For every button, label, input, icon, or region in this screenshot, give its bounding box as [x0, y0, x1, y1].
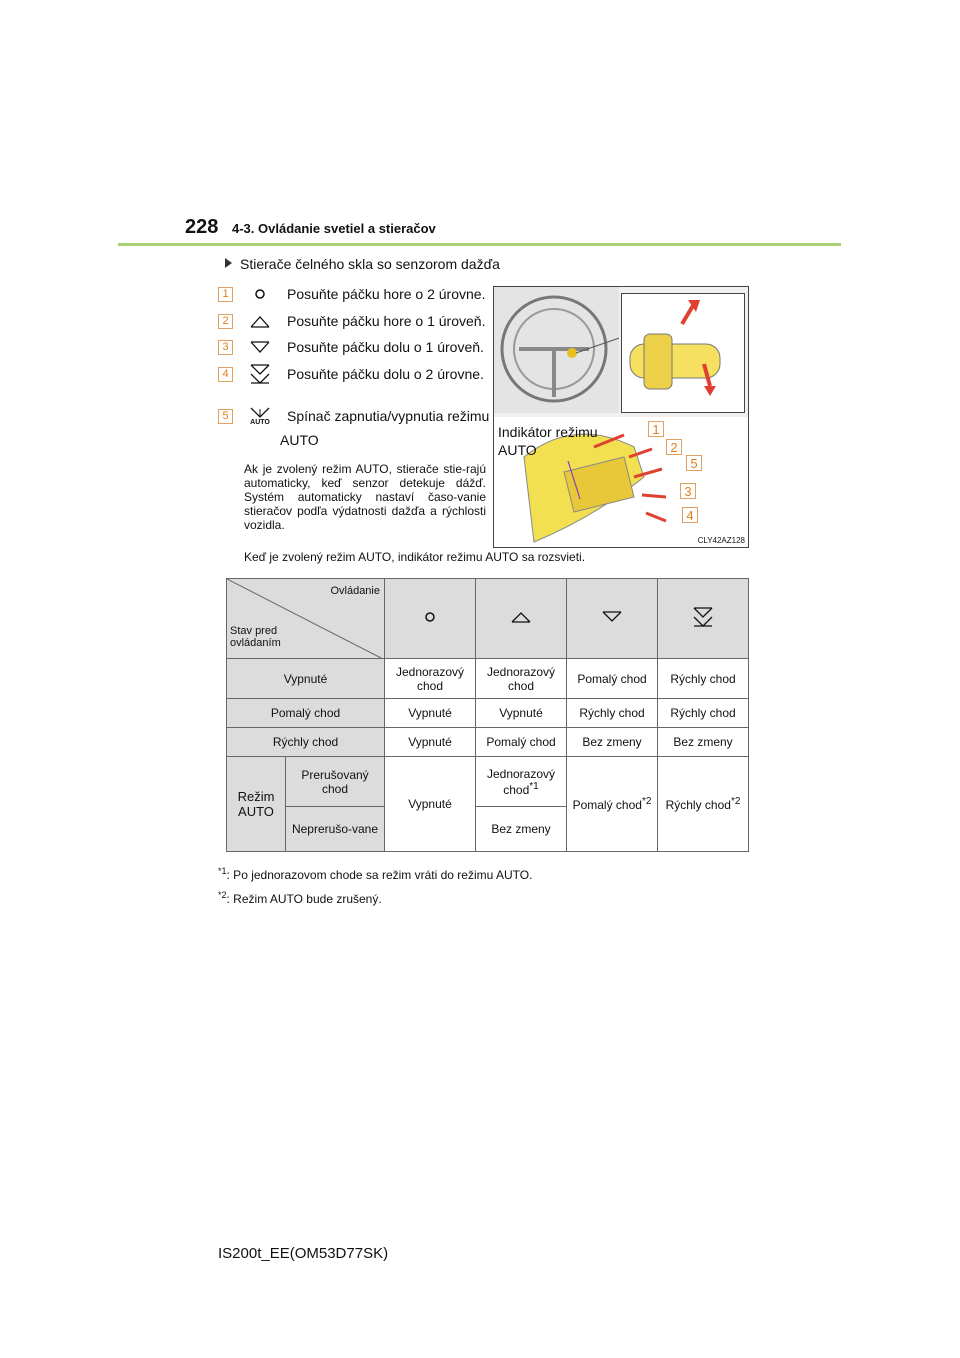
footnote-mark: *1 [218, 866, 227, 876]
footnote-2 [218, 890, 382, 906]
corner-bottom-line1: Stav pred [230, 625, 278, 637]
number-badge: 1 [218, 287, 233, 302]
footnote-mark: *2 [218, 890, 227, 900]
wiper-figure [493, 286, 749, 548]
corner-bottom-line2: ovládaním [230, 637, 281, 649]
cell: Pomalý chod [476, 728, 567, 757]
triangle-bullet-icon [225, 258, 232, 268]
chevron-down-icon [249, 337, 271, 357]
cell: Vypnuté [385, 699, 476, 728]
lever-inset [621, 293, 745, 413]
row-state: Pomalý chod [227, 699, 385, 728]
auto-mode-label: Režim AUTO [227, 757, 286, 852]
list-item [218, 284, 485, 304]
list-item [218, 404, 489, 428]
cell: Rýchly chod [567, 699, 658, 728]
cell [567, 757, 658, 852]
cell: Jednorazový chod [385, 659, 476, 699]
footnote-mark: *1 [529, 780, 539, 792]
operation-table [226, 578, 749, 852]
note: Keď je zvolený režim AUTO, indikátor režimu AUTO sa rozsvieti. [244, 550, 586, 564]
cell-text: Pomalý chod [572, 798, 642, 812]
corner-bottom [230, 625, 281, 649]
item-text: Posuňte páčku dolu o 2 úrovne. [287, 366, 484, 382]
cell [476, 757, 567, 807]
auto-sub-intermittent: Prerušovaný chod [286, 757, 385, 807]
table-row [227, 757, 749, 807]
cell-text: Rýchly chod [665, 798, 731, 812]
figure-number: 1 [648, 421, 664, 437]
auto-icon-label: AUTO [250, 419, 270, 426]
page-number: 228 [185, 216, 219, 238]
cell: Bez zmeny [476, 807, 567, 852]
subheading-text: Stierače čelného skla so senzorom dažďa [240, 256, 500, 272]
cell: Jednorazový chod [476, 659, 567, 699]
footnote-text: : Režim AUTO bude zrušený. [226, 892, 382, 906]
number-badge: 3 [218, 340, 233, 355]
row-state: Rýchly chod [227, 728, 385, 757]
col-chevron-up-icon [476, 579, 567, 659]
mist-icon [249, 284, 271, 304]
double-chevron-down-icon [249, 364, 271, 384]
list-item [218, 311, 485, 331]
item-text: Spínač zapnutia/vypnutia režimu [287, 408, 490, 424]
figure-label-line2: AUTO [498, 442, 537, 458]
footer-code: IS200t_EE(OM53D77SK) [218, 1245, 389, 1262]
footnote-mark: *2 [641, 796, 652, 807]
chevron-up-icon [249, 311, 271, 331]
description: Ak je zvolený režim AUTO, stierače stie-rajú automaticky, keď senzor detekuje dážď. Systém automaticky nastaví časo-vanie stieračov podľa výdatnosti dažďa a rýchlosti vozidla. [244, 462, 486, 532]
figure-number: 3 [680, 483, 696, 499]
figure-number: 5 [686, 455, 702, 471]
number-badge: 5 [218, 409, 233, 424]
figure-label [498, 423, 598, 459]
list-item [218, 364, 484, 384]
table-row [227, 659, 749, 699]
cell: Vypnuté [476, 699, 567, 728]
figure-number: 2 [666, 439, 682, 455]
item-text: Posuňte páčku hore o 2 úrovne. [287, 286, 486, 302]
cell: Bez zmeny [567, 728, 658, 757]
number-badge: 4 [218, 367, 233, 382]
cell: Bez zmeny [658, 728, 749, 757]
row-state: Vypnuté [227, 659, 385, 699]
figure-code: CLY42AZ128 [697, 536, 745, 545]
item-text: Posuňte páčku hore o 1 úroveň. [287, 313, 486, 329]
header-rule [118, 243, 841, 246]
item-text-continued: AUTO [280, 432, 319, 448]
section-title: 4-3. Ovládanie svetiel a stieračov [232, 221, 436, 236]
footnote-1 [218, 866, 532, 882]
auto-wiper-icon [249, 404, 271, 428]
cell: Rýchly chod [658, 659, 749, 699]
item-text: Posuňte páčku dolu o 1 úroveň. [287, 339, 484, 355]
auto-sub-continuous: Neprerušo-vane [286, 807, 385, 852]
col-double-chevron-down-icon [658, 579, 749, 659]
table-corner [227, 579, 385, 659]
cell: Rýchly chod [658, 699, 749, 728]
cell: Vypnuté [385, 728, 476, 757]
cell-text: Jednorazový chod [486, 766, 556, 797]
col-mist-icon [385, 579, 476, 659]
corner-top: Ovládanie [330, 585, 380, 597]
cell: Vypnuté [385, 757, 476, 852]
footnote-mark: *2 [730, 796, 741, 807]
table-row [227, 728, 749, 757]
figure-label-line1: Indikátor režimu [498, 424, 598, 440]
steering-wheel-illustration [494, 287, 619, 413]
list-item [218, 337, 484, 357]
table-row [227, 699, 749, 728]
number-badge: 2 [218, 314, 233, 329]
figure-number: 4 [682, 507, 698, 523]
col-chevron-down-icon [567, 579, 658, 659]
cell [658, 757, 749, 852]
cell: Pomalý chod [567, 659, 658, 699]
footnote-text: : Po jednorazovom chode sa režim vráti do režimu AUTO. [226, 868, 533, 882]
subheading [225, 256, 500, 272]
